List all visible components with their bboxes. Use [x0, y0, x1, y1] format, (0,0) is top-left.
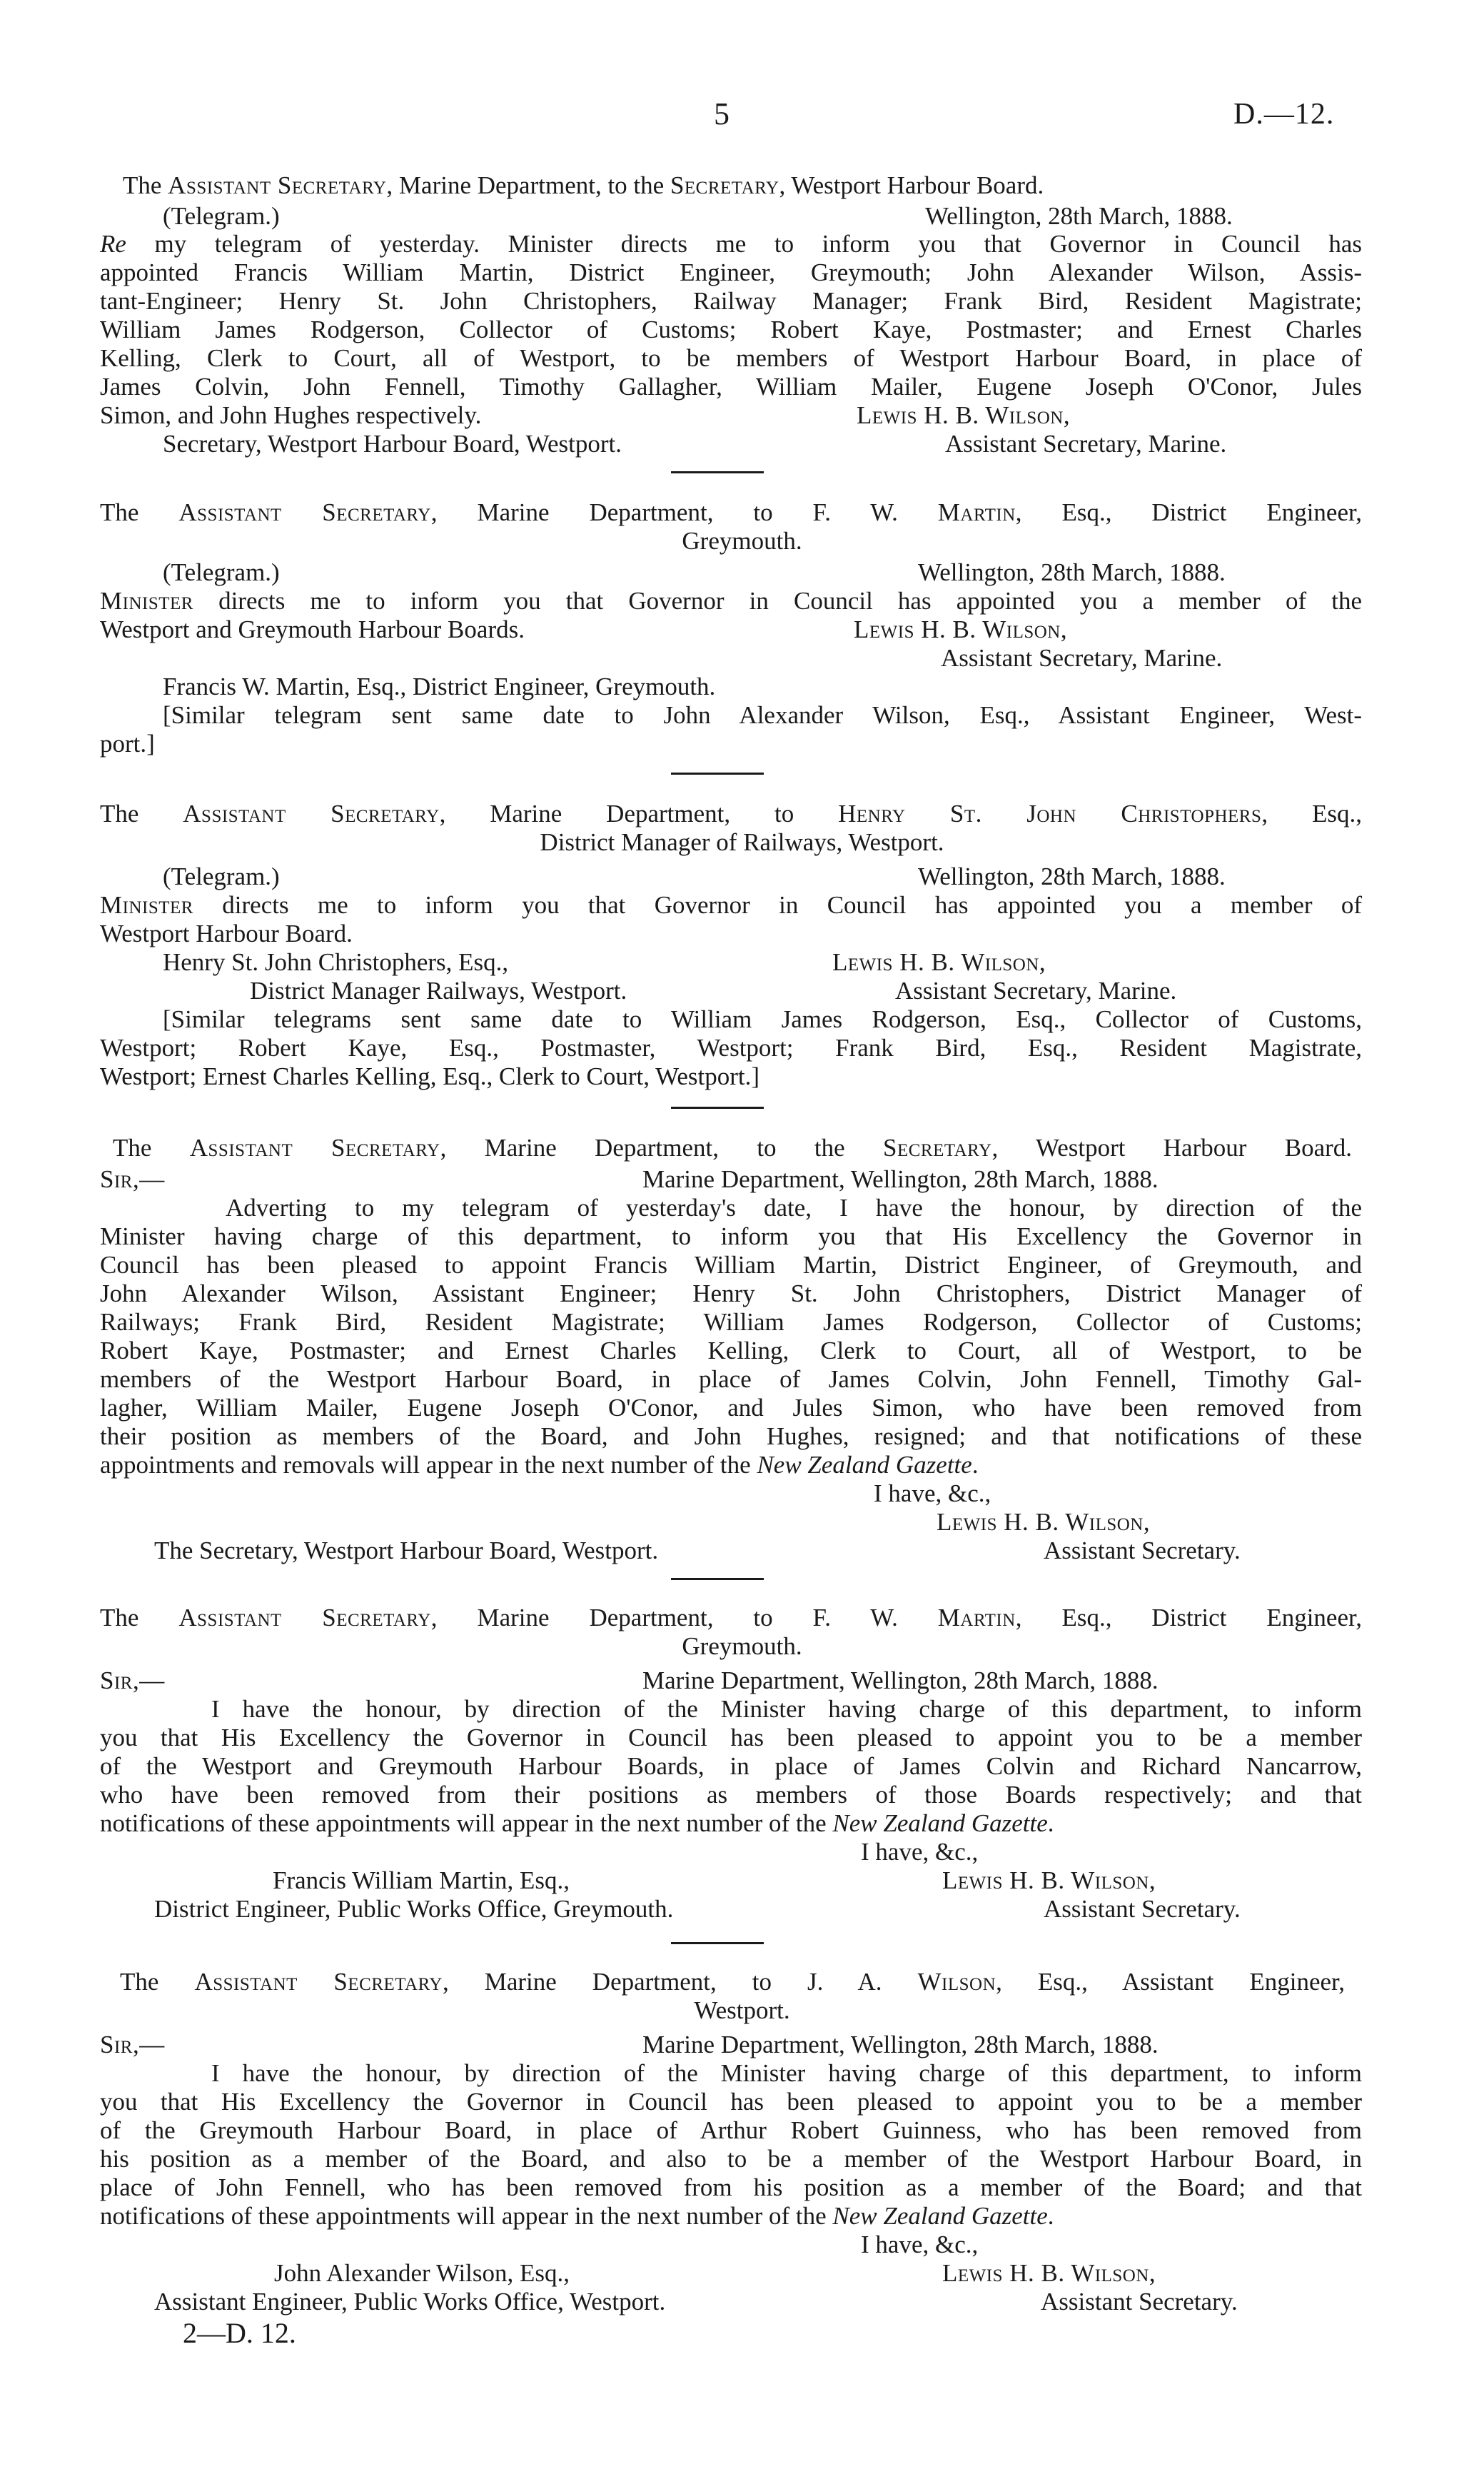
signer-name: Lewis H. B. Wilson,: [942, 1866, 1156, 1894]
letter-date: Marine Department, Wellington, 28th March, 1888.: [642, 1165, 1159, 1193]
note-line: port.]: [100, 730, 155, 758]
body-line: John Alexander Wilson, Assistant Engineer; Henry St. John Christophers, District Manager of: [100, 1279, 1362, 1307]
section-heading: The Assistant Secretary, Marine Department, to the Secretary, Westport Harbour Board.: [123, 171, 1044, 199]
addressee: Francis William Martin, Esq.,: [273, 1866, 570, 1894]
signer-title: Assistant Secretary, Marine.: [895, 977, 1177, 1005]
body-line: who have been removed from their positions as members of those Boards respectively; and that: [100, 1781, 1362, 1809]
addressee: District Engineer, Public Works Office, Greymouth.: [154, 1895, 674, 1923]
addressee: The Secretary, Westport Harbour Board, Westport.: [154, 1537, 659, 1564]
section-heading: The Assistant Secretary, Marine Department, to Henry St. John Christophers, Esq.,: [100, 800, 1362, 828]
body-line: William James Rodgerson, Collector of Customs; Robert Kaye, Postmaster; and Ernest Charles: [100, 316, 1362, 343]
body-line: James Colvin, John Fennell, Timothy Gallagher, William Mailer, Eugene Joseph O'Conor, Jules: [100, 373, 1362, 401]
body-line: Re my telegram of yesterday. Minister directs me to inform you that Governor in Council has: [100, 230, 1363, 258]
body-line: appointed Francis William Martin, District Engineer, Greymouth; John Alexander Wilson, Assis-: [100, 258, 1362, 286]
closing: I have, &c.,: [861, 1838, 979, 1866]
note-line: [Similar telegram sent same date to John Alexander Wilson, Esq., Assistant Engineer, West-: [163, 701, 1362, 729]
section-heading: The Assistant Secretary, Marine Department, to F. W. Martin, Esq., District Engineer,: [100, 498, 1362, 526]
body-line: his position as a member of the Board, and also to be a member of the Westport Harbour Board, in: [100, 2145, 1362, 2173]
addressee: Henry St. John Christophers, Esq.,: [163, 948, 509, 976]
body-line: Robert Kaye, Postmaster; and Ernest Charles Kelling, Clerk to Court, all of Westport, to be: [100, 1337, 1362, 1364]
signer-title: Assistant Secretary.: [1041, 2288, 1238, 2315]
salutation: Sir,—: [100, 2031, 165, 2058]
body-line: Minister directs me to inform you that Governor in Council has appointed you a member of the: [100, 587, 1362, 615]
telegram-label: (Telegram.): [163, 202, 280, 230]
letter-date: Marine Department, Wellington, 28th March, 1888.: [642, 2031, 1159, 2058]
section-heading-line2: Greymouth.: [682, 1632, 802, 1660]
letter-date: Wellington, 28th March, 1888.: [925, 202, 1233, 230]
body-line: Minister directs me to inform you that Governor in Council has appointed you a member of: [100, 891, 1362, 919]
signer-name: Lewis H. B. Wilson,: [857, 401, 1071, 429]
signer-title: Assistant Secretary, Marine.: [945, 430, 1227, 458]
addressee: Secretary, Westport Harbour Board, Westport.: [163, 430, 622, 458]
signer-name: Lewis H. B. Wilson,: [937, 1508, 1151, 1536]
addressee: Francis W. Martin, Esq., District Engineer, Greymouth.: [163, 673, 716, 700]
letter-date: Marine Department, Wellington, 28th March, 1888.: [642, 1666, 1159, 1694]
body-line: I have the honour, by direction of the Minister having charge of this department, to inform: [211, 1695, 1362, 1723]
section-heading-line2: Greymouth.: [682, 527, 802, 555]
salutation: Sir,—: [100, 1666, 165, 1694]
addressee: Assistant Engineer, Public Works Office, Westport.: [154, 2288, 666, 2315]
section-heading: The Assistant Secretary, Marine Department, to F. W. Martin, Esq., District Engineer,: [100, 1604, 1362, 1631]
section-heading: The Assistant Secretary, Marine Department, to J. A. Wilson, Esq., Assistant Engineer,: [120, 1968, 1346, 1996]
body-line: appointments and removals will appear in the next number of the New Zealand Gazette.: [100, 1451, 979, 1479]
body-line: notifications of these appointments will appear in the next number of the New Zealand Gazette.: [100, 2202, 1054, 2230]
body-line: you that His Excellency the Governor in Council has been pleased to appoint you to be a member: [100, 1724, 1362, 1751]
telegram-label: (Telegram.): [163, 863, 280, 890]
addressee: John Alexander Wilson, Esq.,: [274, 2259, 570, 2287]
body-line: you that His Excellency the Governor in Council has been pleased to appoint you to be a member: [100, 2088, 1362, 2116]
signer-name: Lewis H. B. Wilson,: [942, 2259, 1156, 2287]
body-line: Kelling, Clerk to Court, all of Westport, to be members of Westport Harbour Board, in place of: [100, 344, 1362, 372]
body-line: tant-Engineer; Henry St. John Christophers, Railway Manager; Frank Bird, Resident Magistrate;: [100, 287, 1362, 315]
body-line: Westport and Greymouth Harbour Boards.: [100, 615, 525, 643]
letter-date: Wellington, 28th March, 1888.: [918, 863, 1226, 890]
body-line: I have the honour, by direction of the Minister having charge of this department, to inform: [211, 2059, 1362, 2087]
body-line: members of the Westport Harbour Board, in place of James Colvin, John Fennell, Timothy Gal-: [100, 1365, 1362, 1393]
signer-name: Lewis H. B. Wilson,: [854, 615, 1068, 643]
body-line: of the Greymouth Harbour Board, in place of Arthur Robert Guinness, who has been removed from: [100, 2116, 1362, 2144]
signer-title: Assistant Secretary, Marine.: [941, 644, 1223, 672]
note-line: [Similar telegrams sent same date to William James Rodgerson, Esq., Collector of Customs,: [163, 1005, 1362, 1033]
signer-title: Assistant Secretary.: [1044, 1895, 1241, 1923]
body-line: Adverting to my telegram of yesterday's date, I have the honour, by direction of the: [226, 1194, 1362, 1222]
body-line: lagher, William Mailer, Eugene Joseph O'Conor, and Jules Simon, who have been removed from: [100, 1394, 1362, 1422]
signer-title: Assistant Secretary.: [1044, 1537, 1241, 1564]
note-line: Westport; Ernest Charles Kelling, Esq., Clerk to Court, Westport.]: [100, 1062, 759, 1090]
body-line: their position as members of the Board, and John Hughes, resigned; and that notifications of these: [100, 1422, 1362, 1450]
body-line: Minister having charge of this department, to inform you that His Excellency the Governor in: [100, 1222, 1362, 1250]
section-divider: [671, 1107, 764, 1109]
body-line: Westport Harbour Board.: [100, 920, 353, 947]
section-heading-line2: District Manager of Railways, Westport.: [540, 828, 944, 856]
salutation: Sir,—: [100, 1165, 165, 1193]
body-line: Railways; Frank Bird, Resident Magistrate; William James Rodgerson, Collector of Customs;: [100, 1308, 1362, 1336]
closing: I have, &c.,: [874, 1479, 991, 1507]
note-line: Westport; Robert Kaye, Esq., Postmaster, Westport; Frank Bird, Esq., Resident Magistrate,: [100, 1034, 1362, 1062]
body-line: Council has been pleased to appoint Francis William Martin, District Engineer, of Greymouth, and: [100, 1251, 1362, 1279]
letter-date: Wellington, 28th March, 1888.: [918, 558, 1226, 586]
signature-mark: 2—D. 12.: [183, 2317, 296, 2349]
page-number: 5: [714, 96, 730, 131]
signer-name: Lewis H. B. Wilson,: [832, 948, 1046, 976]
section-heading-line2: Westport.: [694, 1996, 790, 2024]
body-line: place of John Fennell, who has been removed from his position as a member of the Board; and that: [100, 2173, 1362, 2201]
addressee: District Manager Railways, Westport.: [250, 977, 627, 1005]
section-heading: The Assistant Secretary, Marine Department, to the Secretary, Westport Harbour Board.: [113, 1134, 1353, 1162]
section-divider: [671, 773, 764, 775]
section-divider: [671, 1942, 764, 1944]
closing: I have, &c.,: [861, 2231, 979, 2258]
body-line: of the Westport and Greymouth Harbour Boards, in place of James Colvin and Richard Nancarrow,: [100, 1752, 1362, 1780]
section-divider: [671, 471, 764, 473]
body-line: notifications of these appointments will appear in the next number of the New Zealand Gazette.: [100, 1809, 1054, 1837]
telegram-label: (Telegram.): [163, 558, 280, 586]
body-line: Simon, and John Hughes respectively.: [100, 401, 482, 429]
document-reference: D.—12.: [1233, 98, 1335, 131]
section-divider: [671, 1578, 764, 1580]
